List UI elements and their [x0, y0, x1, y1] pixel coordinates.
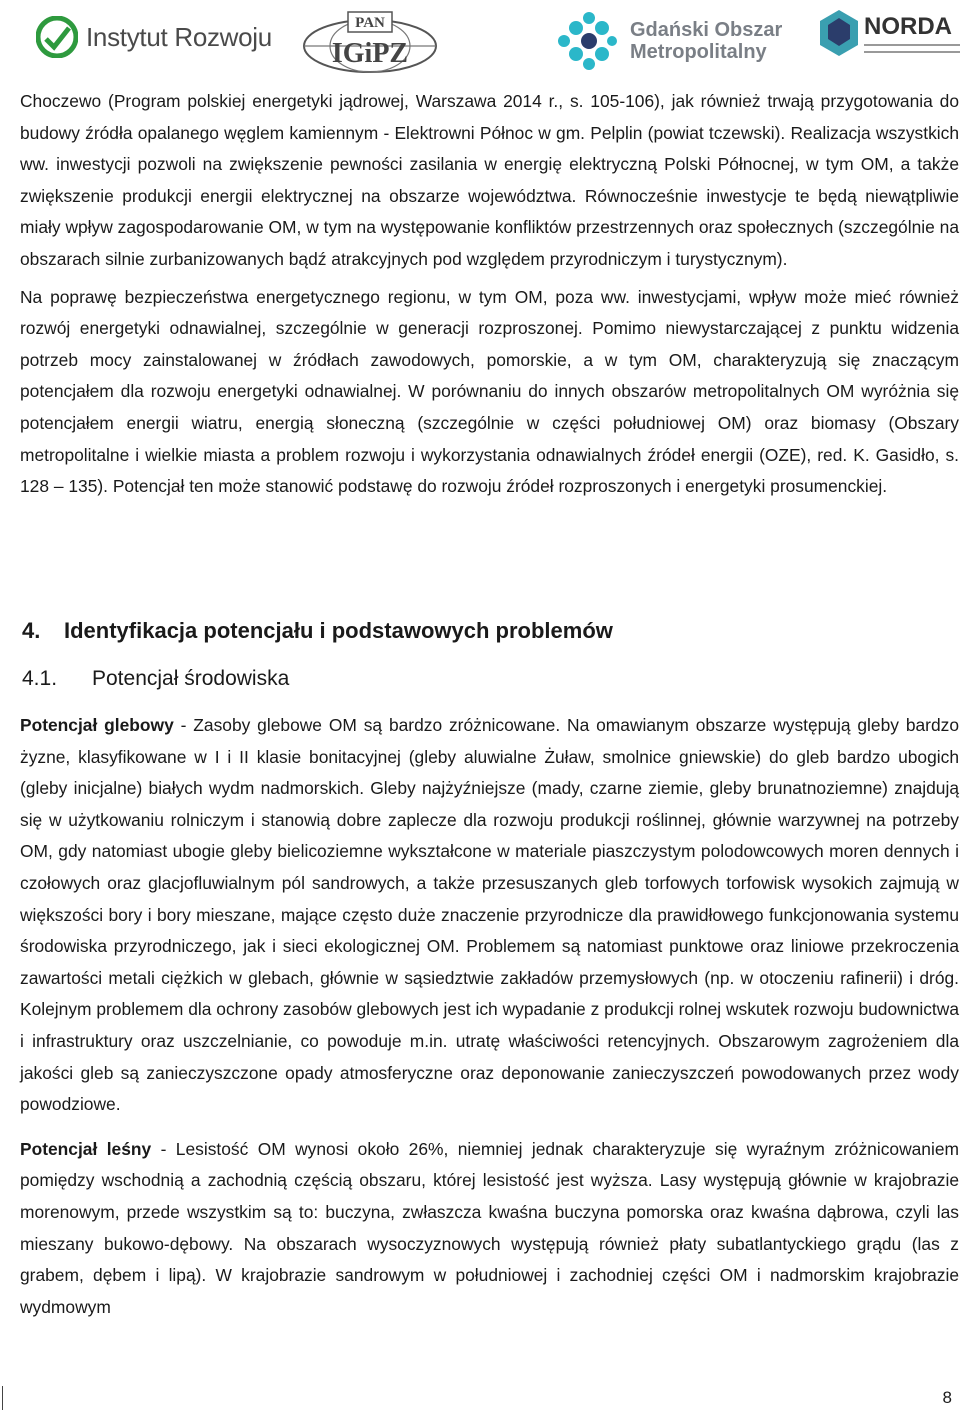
gom-logo-line1: Gdański Obszar — [630, 19, 783, 41]
norda-fine-line — [864, 44, 960, 46]
norda-fine-line — [864, 51, 960, 53]
gdanski-obszar-logo — [556, 10, 782, 72]
instytut-rozwoju-logo-text: Instytut Rozwoju — [86, 21, 272, 52]
page-header — [0, 0, 960, 85]
pan-logo-main-text: IGiPZ — [331, 38, 409, 69]
soil-lead: Potencjał glebowy — [20, 715, 174, 735]
section-title: Identyfikacja potencjału i podstawowych problemów — [64, 618, 613, 643]
section-heading — [22, 618, 613, 644]
paragraph-forest — [20, 1134, 959, 1324]
section-number: 4. — [22, 618, 41, 643]
pan-igipz-logo — [300, 10, 440, 76]
pan-igipz-logo-graphic — [300, 10, 440, 76]
body-text — [20, 86, 959, 503]
pan-logo-top-text: PAN — [355, 15, 385, 31]
soil-text: - Zasoby glebowe OM są bardzo zróżnicowane. Na omawianym obszarze występują gleby bardzo żyzne, klasyfikowane w I i II klasie bonitacyjnej (gleby aluwialne Żuław, smolnice gniewskie) do gleb bardzo ubogich (gleby inicjalne) białych wydm nadmorskich. Gleby najżyźniejsze (mady, czarne ziemie, gleby brunatnoziemne) znajdują się w użytkowaniu rolniczym i stanowią dobre zaplecze dla rozwoju produkcji roślinnej, głównie warzywnej na potrzeby OM, gdy natomiast ubogie gleby bielicoziemne wykształcone w materiale piaszczystym polodowcowych moren dennych i czołowych oraz glacjofluwialnym pól sandrowych, a także przesuszanych gleb torfowych torfowisk wysokich zajmują w większości bory i bory mieszane, mające często duże znaczenie przyrodnicze dla prawidłowego funkcjonowania systemu środowiska przyrodniczego, jak i sieci ekologicznej OM. Problemem są natomiast punktowe oraz liniowe przekroczenia zawartości metali ciężkich w glebach, głównie w sąsiedztwie zakładów przemysłowych (np. w otoczeniu rafinerii) i dróg. Kolejnym problemem dla ochrony zasobów glebowych jest ich wypadanie z produkcji rolnej wskutek rozwoju budownictwa i infrastruktury oraz uszczelnianie, co powoduje m.in. utratę właściwości retencyjnych. Obszarowym zagrożeniem dla jakości gleb są zanieczyszczone opady atmosferyczne oraz deponowanie zanieczyszczeń powodowanych przez wody powodziowe. — [20, 715, 960, 1115]
instytut-rozwoju-logo — [36, 16, 272, 58]
paragraph-energy: Choczewo (Program polskiej energetyki jądrowej, Warszawa 2014 r., s. 105-106), jak również trwają przygotowania do budowy źródła opalanego węglem kamiennym - Elektrowni Północ w gm. Pelplin (powiat tczewski). Realizacja wszystkich ww. inwestycji pozwoli na zwiększenie pewności zasilania w energię elektryczną Polski Północnej, w tym OM, a także zwiększenie produkcji energii elektrycznej na obszarze województwa. Równocześnie inwestycje te będą niewątpliwie miały wpływ zagospodarowanie OM, w tym na występowanie konfliktów przestrzennych oraz społecznych (szczególnie na obszarach silnie zurbanizowanych bądź atrakcyjnych pod względem przyrodniczym i turystycznym). — [20, 91, 959, 269]
norda-hexagon-icon — [818, 8, 860, 60]
norda-logo-text: NORDA — [864, 13, 952, 40]
paragraph-soil — [20, 710, 959, 1121]
instytut-rozwoju-logo-icon — [36, 16, 78, 58]
subsection-title: Potencjał środowiska — [92, 667, 290, 690]
paragraph-renewables: Na poprawę bezpieczeństwa energetycznego regionu, w tym OM, poza ww. inwestycjami, wpływ może mieć również rozwój energetyki odnawialnej, szczególnie w generacji rozproszonej. Pomimo niewystarczającej z punktu widzenia potrzeb mocy zainstalowanej w źródłach zawodowych, pomorskie, a w tym OM, charakteryzują się znaczącym potencjałem dla rozwoju energetyki odnawialnej. W porównaniu do innych obszarów metropolitalnych OM wyróżnia się potencjałem energii wiatru, energią słoneczną (szczególnie w części południowej OM) oraz biomasy (Obszary metropolitalne i wielkie miasta a problem rozwoju i wykorzystania odnawialnych źródeł energii (OZE), red. K. Gasidło, s. 128 – 135). Potencjał ten może stanowić podstawę do rozwoju źródeł rozproszonych i energetyki prosumenckiej. — [20, 286, 959, 497]
environment-section — [20, 710, 959, 1323]
subsection-number: 4.1. — [22, 667, 58, 690]
forest-lead: Potencjał leśny — [20, 1138, 152, 1159]
margin-marker — [2, 1386, 15, 1410]
gom-logo-line2: Metropolitalny — [630, 41, 767, 63]
subsection-heading — [22, 667, 289, 691]
forest-text: - Lesistość OM wynosi około 26%, niemniej jednak charakteryzuje się wyraźnym zróżnicowaniem pomiędzy wschodnią a zachodnią częścią obszaru, której lesistość jest wyższa. Lasy występują głównie w krajobrazie morenowym, przede wszystkim są to: buczyna, zwłaszcza kwaśna buczyna pomorska oraz kwaśna dąbrowa, czyli las mieszany bukowo-dębowy. Na obszarach wysoczyznowych występują również płaty subatlantyckiego grądu (las z grabem, dębem i lipą). W krajobrazie sandrowym w południowej i zachodniej części OM i nadmorskim krajobrazie wydmowym — [20, 1138, 959, 1317]
gom-dots-icon — [556, 10, 618, 72]
norda-logo — [818, 8, 960, 60]
page-number: 8 — [942, 1388, 952, 1407]
